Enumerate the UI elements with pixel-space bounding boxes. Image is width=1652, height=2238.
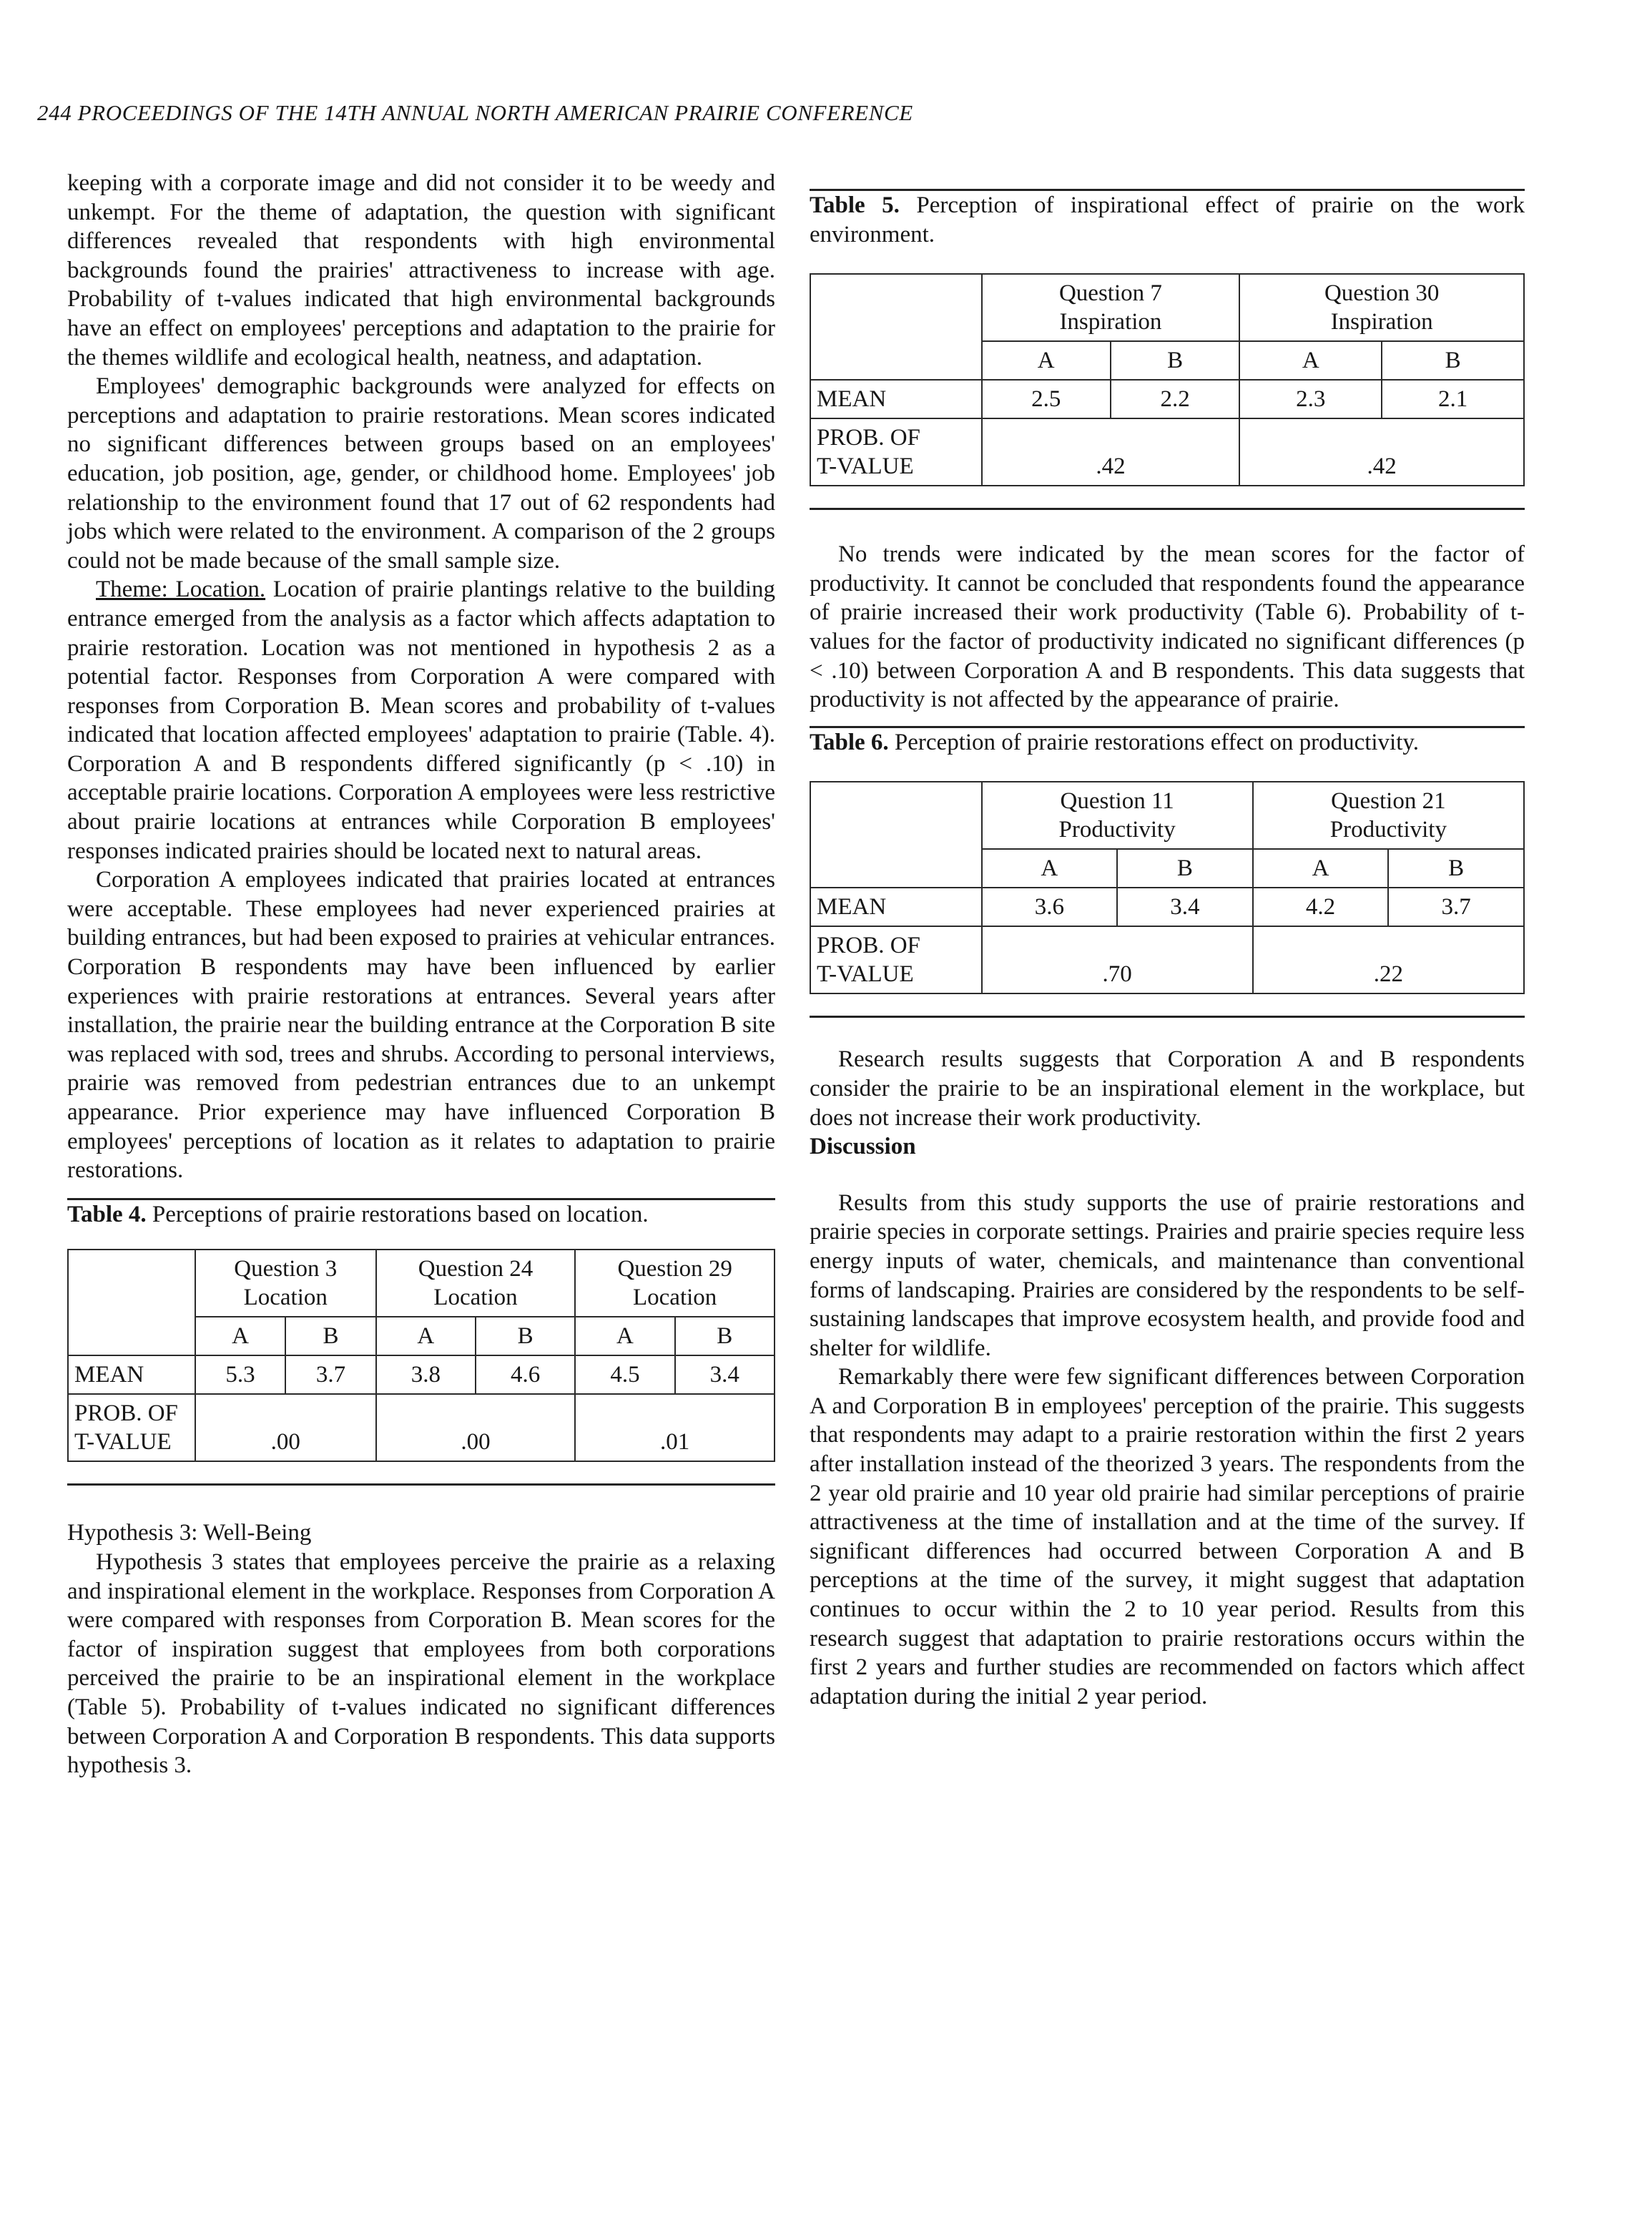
hypothesis-3-heading: Hypothesis 3: Well-Being	[67, 1520, 312, 1546]
table-rule	[810, 1016, 1525, 1018]
table-6	[810, 726, 1525, 1019]
sub-header: B	[1111, 341, 1239, 380]
data-table	[810, 781, 1525, 994]
paragraph: keeping with a corporate image and did not consider it to be weedy and unkempt. For the theme of adaptation, the question with significant differences revealed that respondents with high environmental backgrounds found the prairies' attractiveness to increase with age. Probability of t-values indicated that high environmental backgrounds have an effect on employees' perceptions and adaptation to the prairie for the themes wildlife and ecological health, neatness, and adaptation.	[67, 170, 775, 370]
column-header: Question 29 Location	[575, 1250, 775, 1317]
prob-cell: .01	[575, 1394, 775, 1461]
table-caption: Table 5. Perception of inspirational effect of prairie on the work environment.	[810, 192, 1525, 247]
left-column	[67, 169, 775, 1780]
sub-header: B	[476, 1317, 575, 1355]
table-5	[810, 189, 1525, 510]
mean-cell: 4.5	[575, 1355, 674, 1394]
mean-cell: 3.7	[1388, 888, 1524, 926]
mean-cell: 3.8	[376, 1355, 476, 1394]
sub-header: B	[285, 1317, 375, 1355]
paragraph: Hypothesis 3 states that employees perceive the prairie as a relaxing and inspirational element in the workplace. Responses from Corporation A were compared with responses from Corporation B. Mean scores for the factor of inspiration suggest that employees from both corporations perceived the prairie to be an inspirational element in the workplace (Table 5). Probability of t-values indicated no significant differences between Corporation A and Corporation B respondents. This data supports hypothesis 3.	[67, 1549, 775, 1779]
row-label: MEAN	[810, 888, 982, 926]
sub-header: A	[982, 341, 1111, 380]
row-label: MEAN	[68, 1355, 195, 1394]
row-label: PROB. OF T-VALUE	[68, 1394, 195, 1461]
column-header: Question 7 Inspiration	[982, 274, 1240, 341]
sub-header: B	[1382, 341, 1524, 380]
mean-cell: 2.2	[1111, 380, 1239, 418]
sub-header: B	[1388, 849, 1524, 888]
running-head: 244 PROCEEDINGS OF THE 14TH ANNUAL NORTH AMERICAN PRAIRIE CONFERENCE	[37, 100, 913, 125]
mean-cell: 4.2	[1253, 888, 1389, 926]
mean-cell: 4.6	[476, 1355, 575, 1394]
corner-cell	[810, 274, 982, 380]
table-caption: Table 4. Perceptions of prairie restorations based on location.	[67, 1201, 649, 1227]
prob-cell: .42	[982, 418, 1240, 486]
row-label: PROB. OF T-VALUE	[810, 418, 982, 486]
mean-cell: 3.7	[285, 1355, 375, 1394]
table-caption: Table 6. Perception of prairie restorations effect on productivity.	[810, 729, 1419, 755]
mean-cell: 3.4	[1117, 888, 1253, 926]
prob-cell: .00	[195, 1394, 376, 1461]
table-rule	[67, 1483, 775, 1486]
row-label: MEAN	[810, 380, 982, 418]
table-rule	[810, 508, 1525, 510]
corner-cell	[810, 782, 982, 888]
prob-cell: .70	[982, 926, 1253, 993]
column-header: Question 30 Inspiration	[1239, 274, 1524, 341]
mean-cell: 2.3	[1239, 380, 1382, 418]
paragraph: Remarkably there were few significant differences between Corporation A and Corporation B in employees' perception of the prairie. This suggests that respondents may adapt to a prairie restoration within the first 2 years after installation instead of the theorized 3 years. The respondents from the 2 year old prairie and 10 year old prairie had similar perceptions of prairie attractiveness at the time of installation and at the time of the survey. If significant differences had occurred between Corporation A and B perceptions at the time of the survey, it might suggest that adaptation continues to occur within the 2 to 10 year period. Results from this research suggest that adaptation to prairie restorations occurs within the first 2 years and further studies are recommended on factors which affect adaptation during the initial 2 year period.	[810, 1364, 1525, 1709]
paragraph: Research results suggests that Corporation A and B respondents consider the prairie to be an inspirational element in the workplace, but does not increase their work productivity.	[810, 1046, 1525, 1131]
theme-location-label: Theme: Location.	[96, 576, 266, 603]
mean-cell: 5.3	[195, 1355, 285, 1394]
right-column	[810, 169, 1525, 1711]
sub-header: A	[982, 849, 1118, 888]
data-table	[67, 1249, 775, 1462]
sub-header: B	[675, 1317, 775, 1355]
sub-header: A	[1253, 849, 1389, 888]
prob-cell: .42	[1239, 418, 1524, 486]
paragraph	[67, 575, 775, 865]
prob-cell: .22	[1253, 926, 1524, 993]
discussion-heading: Discussion	[810, 1134, 916, 1160]
paragraph: Corporation A employees indicated that prairies located at entrances were acceptable. These employees had never experienced prairies at building entrances, but had been exposed to prairies at vehicular entrances. Corporation B respondents may have been influenced by earlier experiences with prairie restorations at entrances. Several years after installation, the prairie near the building entrance at the Corporation B site was replaced with sod, trees and shrubs. According to personal interviews, prairie was removed from pedestrian entrances due to an unkempt appearance. Prior experience may have influenced Corporation B employees' perceptions of location as it relates to adaptation to prairie restorations.	[67, 867, 775, 1184]
mean-cell: 3.4	[675, 1355, 775, 1394]
column-header: Question 3 Location	[195, 1250, 376, 1317]
row-label: PROB. OF T-VALUE	[810, 926, 982, 993]
paragraph: Results from this study supports the use of prairie restorations and prairie species in corporate settings. Prairies and prairie species require less energy inputs of water, chemicals, and maintenance than conventional forms of landscaping. Prairies are considered by the respondents to be self-sustaining landscapes that improve ecosystem health, and provide food and shelter for wildlife.	[810, 1189, 1525, 1361]
mean-cell: 2.5	[982, 380, 1111, 418]
paragraph-text: Location of prairie plantings relative to the building entrance emerged from the analysis as a factor which affects adaptation to prairie restoration. Location was not mentioned in hypothesis 2 as a potential factor. Responses from Corporation A were compared with responses from Corporation B. Mean scores and probability of t-values indicated that location affected employees' adaptation to prairie (Table. 4). Corporation A and B respondents differed significantly (p < .10) in acceptable prairie locations. Corporation A employees were less restrictive about prairie locations at entrances while Corporation B employees' responses indicated prairies should be located next to natural areas.	[67, 576, 775, 864]
sub-header: A	[575, 1317, 674, 1355]
sub-header: B	[1117, 849, 1253, 888]
prob-cell: .00	[376, 1394, 576, 1461]
sub-header: A	[1239, 341, 1382, 380]
mean-cell: 2.1	[1382, 380, 1524, 418]
table-4	[67, 1198, 775, 1486]
paragraph: No trends were indicated by the mean scores for the factor of productivity. It cannot be concluded that respondents found the appearance of prairie increased their work productivity (Table 6). Probability of t-values for the factor of productivity indicated no significant differences (p < .10) between Corporation A and B respondents. This data suggests that productivity is not affected by the appearance of prairie.	[810, 541, 1525, 713]
column-header: Question 21 Productivity	[1253, 782, 1524, 849]
corner-cell	[68, 1250, 195, 1355]
sub-header: A	[376, 1317, 476, 1355]
sub-header: A	[195, 1317, 285, 1355]
mean-cell: 3.6	[982, 888, 1118, 926]
data-table	[810, 273, 1525, 486]
column-header: Question 24 Location	[376, 1250, 576, 1317]
paragraph: Employees' demographic backgrounds were analyzed for effects on perceptions and adaptation to prairie restorations. Mean scores indicated no significant differences between groups based on an employees' education, job position, age, gender, or childhood home. Employees' job relationship to the environment found that 17 out of 62 respondents had jobs which were related to the environment. A comparison of the 2 groups could not be made because of the small sample size.	[67, 373, 775, 574]
column-header: Question 11 Productivity	[982, 782, 1253, 849]
